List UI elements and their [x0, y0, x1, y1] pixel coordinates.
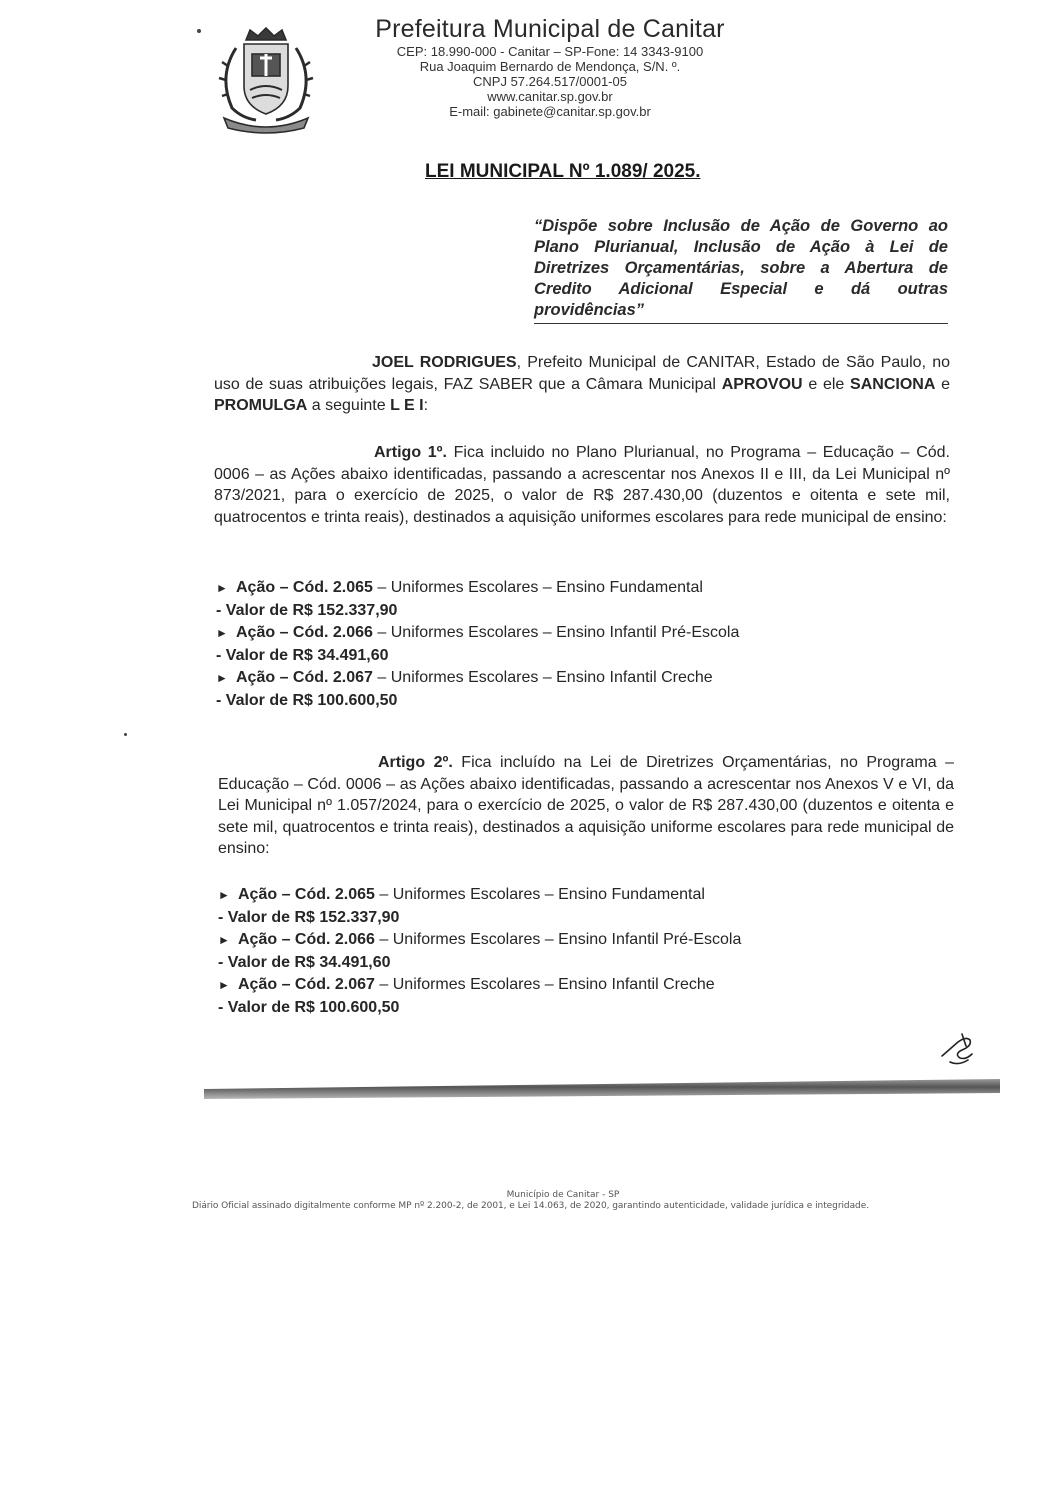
org-name: Prefeitura Municipal de Canitar	[375, 15, 725, 43]
cnpj: CNPJ 57.264.517/0001-05	[473, 74, 627, 89]
mayor-name: JOEL RODRIGUES	[372, 354, 517, 371]
acao-valor: - Valor de R$ 34.491,60	[218, 953, 391, 971]
footer-org: Município de Canitar - SP	[506, 1190, 620, 1200]
artigo-2-text: Fica incluído na Lei de Diretrizes Orçamentárias, no Programa – Educação – Cód. 0006 – as Ações abaixo identificadas, passando a acrescentar nos Anexos V e VI, da Lei Municipal nº 1.057/2024, para o exercício de 2025, o valor de R$ 287.430,00 (duzentos e oitenta e sete mil, quatrocentos e trinta reais), destinados a aquisição uniforme escolares para rede municipal de ensino:	[218, 754, 954, 857]
law-ementa: “Dispõe sobre Inclusão de Ação de Governo ao Plano Plurianual, Inclusão de Ação à Lei de Diretrizes Orçamentárias, sobre a Abertura de Credito Adicional Especial e dá outras providências”	[534, 216, 948, 324]
artigo-1-label: Artigo 1º.	[374, 444, 447, 461]
list-item: ► Ação – Cód. 2.067 – Uniformes Escolares – Ensino Infantil Creche	[216, 667, 916, 690]
scan-speck	[197, 29, 201, 33]
artigo-2-acoes	[218, 884, 918, 1019]
acao-valor: - Valor de R$ 100.600,50	[216, 691, 398, 709]
arrow-right-icon: ►	[218, 888, 230, 902]
arrow-right-icon: ►	[216, 671, 228, 685]
artigo-1-acoes	[216, 577, 916, 712]
list-item: ► Ação – Cód. 2.067 – Uniformes Escolares – Ensino Infantil Creche	[218, 974, 918, 997]
email: E-mail: gabinete@canitar.sp.gov.br	[449, 104, 651, 119]
footer-note: Diário Oficial assinado digitalmente conforme MP nº 2.200-2, de 2001, e Lei 14.063, de 2020, garantindo autenticidade, validade jurídica e integridade.	[192, 1201, 870, 1211]
list-item: ► Ação – Cód. 2.065 – Uniformes Escolares – Ensino Fundamental	[216, 577, 916, 600]
arrow-right-icon: ►	[218, 933, 230, 947]
coat-of-arms-icon	[206, 26, 326, 134]
acao-valor: - Valor de R$ 152.337,90	[218, 908, 400, 926]
page-divider	[204, 1079, 1000, 1099]
arrow-right-icon: ►	[216, 581, 228, 595]
artigo-1-text: Fica incluido no Plano Plurianual, no Programa – Educação – Cód. 0006 – as Ações abaixo identificadas, passando a acrescentar nos Anexos II e III, da Lei Municipal nº 873/2021, para o exercício de 2025, o valor de R$ 287.430,00 (duzentos e oitenta e sete mil, quatrocentos e trinta reais), destinados a aquisição uniformes escolares para rede municipal de ensino:	[214, 444, 950, 526]
arrow-right-icon: ►	[216, 626, 228, 640]
arrow-right-icon: ►	[218, 978, 230, 992]
scan-speck	[124, 733, 127, 736]
acao-valor: - Valor de R$ 34.491,60	[216, 646, 389, 664]
artigo-2-label: Artigo 2º.	[378, 754, 453, 771]
address: Rua Joaquim Bernardo de Mendonça, S/N. º.	[419, 59, 681, 74]
cep-phone: CEP: 18.990-000 - Canitar – SP-Fone: 14 3343-9100	[396, 44, 704, 59]
list-item: ► Ação – Cód. 2.065 – Uniformes Escolares – Ensino Fundamental	[218, 884, 918, 907]
intro-paragraph: JOEL RODRIGUES, Prefeito Municipal de CANITAR, Estado de São Paulo, no uso de suas atribuições legais, FAZ SABER que a Câmara Municipal APROVOU e ele SANCIONA e PROMULGA a seguinte L E I:	[214, 354, 951, 414]
artigo-2	[218, 752, 954, 860]
acao-valor: - Valor de R$ 100.600,50	[218, 998, 400, 1016]
law-title: LEI MUNICIPAL Nº 1.089/ 2025.	[425, 161, 701, 182]
website: www.canitar.sp.gov.br	[487, 89, 613, 104]
letterhead	[330, 14, 770, 119]
acao-valor: - Valor de R$ 152.337,90	[216, 601, 398, 619]
list-item: ► Ação – Cód. 2.066 – Uniformes Escolares – Ensino Infantil Pré-Escola	[216, 622, 916, 645]
list-item: ► Ação – Cód. 2.066 – Uniformes Escolares – Ensino Infantil Pré-Escola	[218, 929, 918, 952]
artigo-1	[214, 442, 950, 528]
signature-paraph-icon	[936, 1030, 980, 1070]
